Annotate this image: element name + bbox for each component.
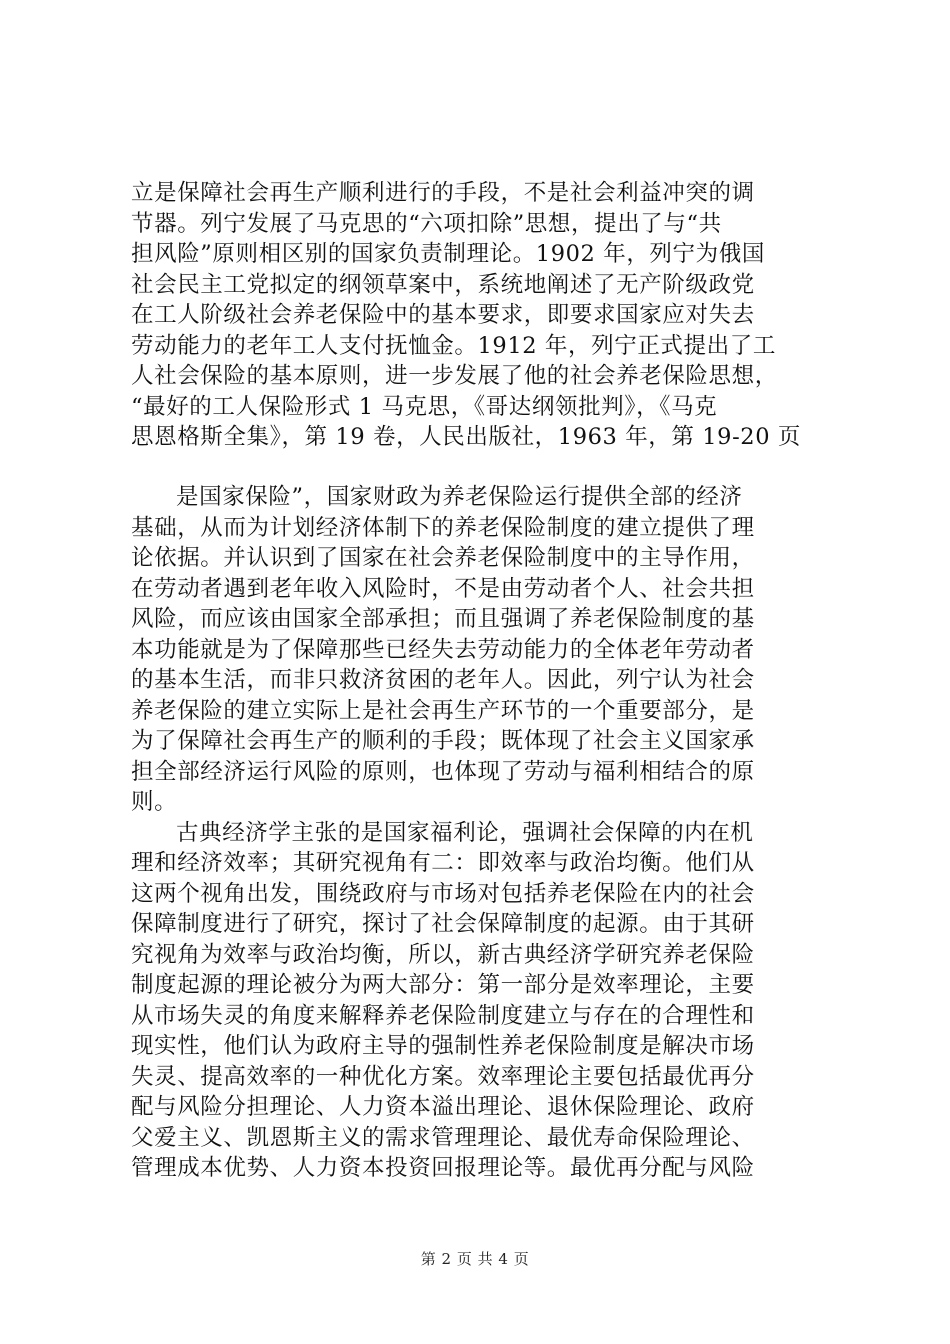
text-line: 这两个视角出发，围绕政府与市场对包括养老保险在内的社会: [131, 880, 755, 907]
text-line: 的基本生活，而非只救济贫困的老年人。因此，列宁认为社会: [131, 667, 755, 693]
text-line: 现实性，他们认为政府主导的强制性养老保险制度是解决市场: [131, 1033, 755, 1059]
text-line: 父爱主义、凯恩斯主义的需求管理理论、最优寿命保险理论、: [131, 1124, 755, 1151]
text-line: 理和经济效率；其研究视角有二：即效率与政治均衡。他们从: [131, 850, 755, 876]
text-line: 节器。列宁发展了马克思的“六项扣除”思想，提出了与“共: [131, 210, 722, 237]
text-line: 担全部经济运行风险的原则，也体现了劳动与福利相结合的原: [131, 758, 755, 785]
text-line: 古典经济学主张的是国家福利论，强调社会保障的内在机: [176, 819, 754, 846]
text-line: 失灵、提高效率的一种优化方案。效率理论主要包括最优再分: [131, 1063, 755, 1090]
text-line: 论依据。并认识到了国家在社会养老保险制度中的主导作用，: [131, 545, 755, 571]
text-line: 为了保障社会再生产的顺利的手段；既体现了社会主义国家承: [131, 728, 755, 754]
text-line: 制度起源的理论被分为两大部分：第一部分是效率理论，主要: [131, 972, 755, 998]
text-line: 管理成本优势、人力资本投资回报理论等。最优再分配与风险: [131, 1155, 755, 1181]
text-line: “最好的工人保险形式 1 马克思，《哥达纲领批判》，《马克: [131, 393, 718, 420]
text-line: 从市场失灵的角度来解释养老保险制度建立与存在的合理性和: [131, 1002, 755, 1029]
text-line: 人社会保险的基本原则，进一步发展了他的社会养老保险思想，: [131, 363, 778, 389]
text-line: 则。: [131, 789, 178, 815]
text-line: 在工人阶级社会养老保险中的基本要求，即要求国家应对失去: [131, 302, 755, 328]
text-line: 风险，而应该由国家全部承担；而且强调了养老保险制度的基: [131, 606, 755, 632]
text-line: 究视角为效率与政治均衡，所以，新古典经济学研究养老保险: [131, 941, 755, 968]
text-line: 是国家保险”，国家财政为养老保险运行提供全部的经济: [176, 484, 743, 510]
text-line: 养老保险的建立实际上是社会再生产环节的一个重要部分，是: [131, 697, 755, 724]
text-line: 在劳动者遇到老年收入风险时，不是由劳动者个人、社会共担: [131, 575, 755, 602]
text-line: 劳动能力的老年工人支付抚恤金。1912 年，列宁正式提出了工: [131, 332, 776, 359]
text-line: 立是保障社会再生产顺利进行的手段，不是社会利益冲突的调: [131, 180, 755, 206]
text-line: 本功能就是为了保障那些已经失去劳动能力的全体老年劳动者: [131, 636, 755, 663]
text-line: 思恩格斯全集》，第 19 卷，人民出版社，1963 年，第 19-20 页: [131, 424, 801, 450]
text-line: 担风险”原则相区别的国家负责制理论。1902 年，列宁为俄国: [131, 241, 765, 267]
text-line: 保障制度进行了研究，探讨了社会保障制度的起源。由于其研: [131, 911, 755, 937]
text-line: 社会民主工党拟定的纲领草案中，系统地阐述了无产阶级政党: [131, 271, 755, 298]
text-line: 基础，从而为计划经济体制下的养老保险制度的建立提供了理: [131, 514, 755, 541]
text-line: 配与风险分担理论、人力资本溢出理论、退休保险理论、政府: [131, 1094, 755, 1120]
page-number-footer: 第 2 页 共 4 页: [420, 1250, 530, 1268]
paragraph-continuation: [131, 178, 835, 453]
paragraph-body: [131, 482, 835, 1184]
